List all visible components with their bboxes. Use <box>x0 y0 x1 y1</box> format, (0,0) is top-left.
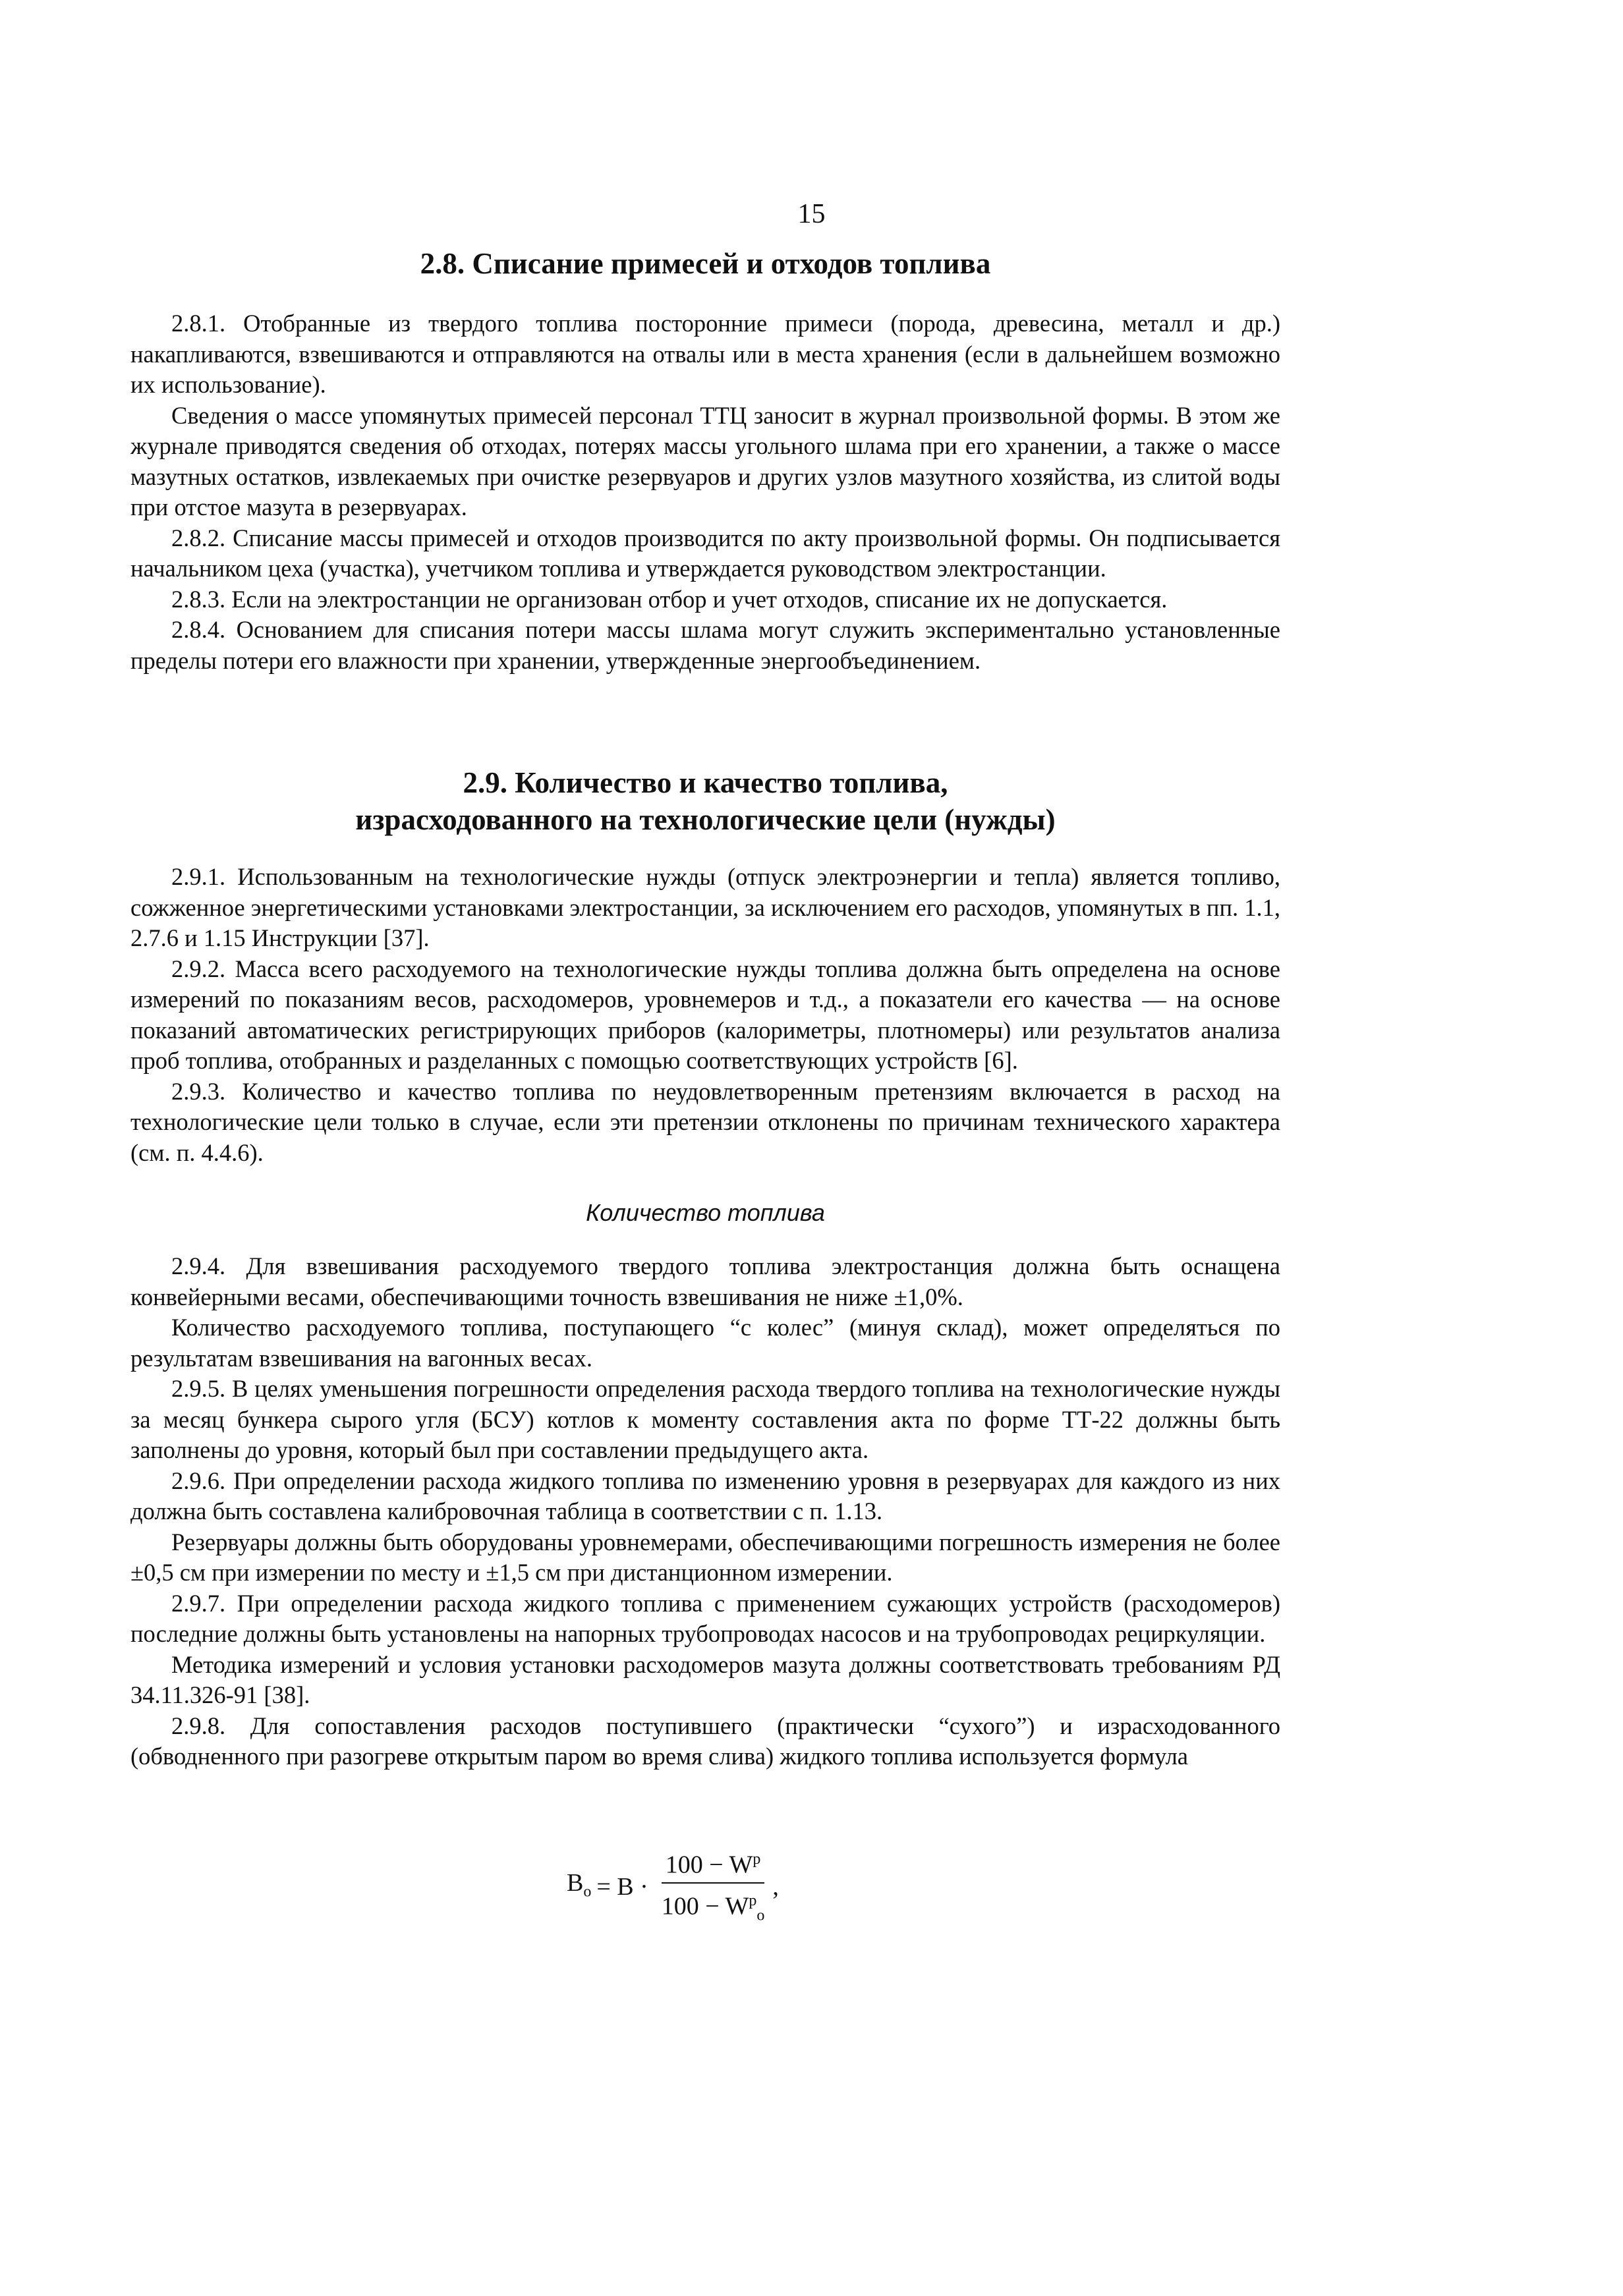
formula <box>567 1845 779 1930</box>
paragraph: Сведения о массе упомянутых примесей персонал ТТЦ заносит в журнал произвольной формы. В этом же журнале приводятся сведения об отходах, потерях массы угольного шлама при его хранении, а также о массе мазутных остатков, извлекаемых при очистке резервуаров и других узлов мазутного хозяйства, из слитой воды при отстое мазута в резервуарах. <box>130 401 1280 520</box>
paragraph: 2.8.1. Отобранные из твердого топлива посторонние примеси (порода, древесина, металл и др.) накапливаются, взвешиваются и отправляются на отвалы или в места хранения (если в дальнейшем возможно их использование). <box>130 310 1280 398</box>
paragraph: Методика измерений и условия установки расходомеров мазута должны соответствовать требованиям РД 34.11.326-91 [38]. <box>130 1650 1280 1708</box>
formula-denominator: $100 - W^p_o$ <box>661 1891 765 1924</box>
section-2-9-title-line1: 2.9. Количество и качество топлива, <box>463 766 948 799</box>
paragraph: Резервуары должны быть оборудованы уровнемерами, обеспечивающими погрешность измерения не более ±0,5 см при измерении по месту и ±1,5 см при дистанционном измерении. <box>130 1528 1280 1586</box>
formula-equals: = B · <box>596 1873 648 1901</box>
section-2-9 <box>130 764 1280 1772</box>
paragraph: 2.8.3. Если на электростанции не организован отбор и учет отходов, списание их не допускается. <box>171 585 1168 613</box>
paragraph: 2.9.4. Для взвешивания расходуемого твердого топлива электростанция должна быть оснащена конвейерными весами, обеспечивающими точность взвешивания не ниже ±1,0%. <box>130 1252 1280 1310</box>
formula-lhs: $B_o$ <box>567 1868 592 1901</box>
formula-numerator: $100 - W^p$ <box>662 1845 765 1884</box>
paragraph: 2.9.5. В целях уменьшения погрешности определения расхода твердого топлива на технологические нужды за месяц бункера сырого угля (БСУ) котлов к моменту составления акта по форме ТТ-22 должны быть заполнены до уровня, который был при составлении предыдущего акта. <box>130 1375 1280 1463</box>
paragraph: 2.9.7. При определении расхода жидкого топлива с применением сужающих устройств (расходомеров) последние должны быть установлены на напорных трубопроводах насосов и на трубопроводах рециркуляции. <box>130 1589 1280 1647</box>
formula-comma: , <box>772 1873 779 1901</box>
subsection-title: Количество топлива <box>586 1199 825 1226</box>
paragraph: 2.9.2. Масса всего расходуемого на технологические нужды топлива должна быть определена на основе измерений по показаниям весов, расходомеров, уровнемеров и т.д., а показатели его качества — на основе показаний автоматических регистрирующих приборов (калориметры, плотномеры) или результатов анализа проб топлива, отобранных и разделанных с помощью соответствующих устройств [6]. <box>130 955 1280 1074</box>
paragraph: 2.9.3. Количество и качество топлива по неудовлетворенным претензиям включается в расход на технологические цели только в случае, если эти претензии отклонены по причинам технического характера (см. п. 4.4.6). <box>130 1077 1280 1166</box>
paragraph: 2.8.2. Списание массы примесей и отходов производится по акту произвольной формы. Он подписывается начальником цеха (участка), учетчиком топлива и утверждается руководством электростанции. <box>130 524 1280 582</box>
section-2-8-title: 2.8. Списание примесей и отходов топлива <box>420 247 991 280</box>
section-2-8 <box>130 245 1280 676</box>
paragraph: 2.9.8. Для сопоставления расходов поступившего (практически “сухого”) и израсходованного (обводненного при разогреве открытым паром во время слива) жидкого топлива используется формула <box>130 1712 1280 1770</box>
section-2-9-title-line2: израсходованного на технологические цели (нужды) <box>355 803 1056 836</box>
paragraph: 2.9.1. Использованным на технологические нужды (отпуск электроэнергии и тепла) является топливо, сожженное энергетическими установками электростанции, за исключением его расходов, упомянутых в пп. 1.1, 2.7.6 и 1.15 Инструкции [37]. <box>130 863 1280 951</box>
paragraph: Количество расходуемого топлива, поступающего “с колес” (минуя склад), может определяться по результатам взвешивания на вагонных весах. <box>130 1314 1280 1372</box>
paragraph: 2.8.4. Основанием для списания потери массы шлама могут служить экспериментально установленные пределы потери его влажности при хранении, утвержденные энергообъединением. <box>130 616 1280 674</box>
paragraph: 2.9.6. При определении расхода жидкого топлива по изменению уровня в резервуарах для каждого из них должна быть составлена калибровочная таблица в соответствии с п. 1.13. <box>130 1467 1280 1525</box>
formula-fraction <box>658 1845 769 1930</box>
page-number: 15 <box>797 199 826 229</box>
